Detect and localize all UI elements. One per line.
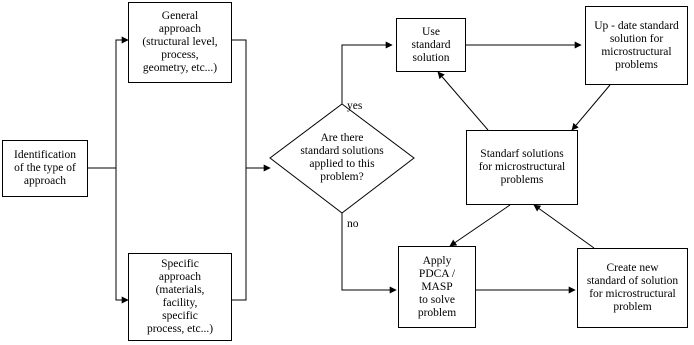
apply-pdca-text: Apply PDCA / MASP to solve problem	[417, 254, 457, 319]
edge-to-specific	[116, 168, 128, 300]
edge-standard-to-apply	[450, 205, 510, 246]
update-standard-box	[585, 6, 688, 85]
edge-to-general	[116, 40, 128, 168]
edge-yes	[342, 45, 392, 104]
general-approach-box	[128, 2, 232, 83]
decision-text: Are there standard solutions applied to this problem?	[300, 132, 384, 183]
standard-solutions-text: Standarf solutions for microstructural problems	[478, 148, 566, 186]
edge-create-to-standard	[534, 205, 594, 248]
identification-text: Identification of the type of approach	[14, 149, 76, 187]
edge-general-merge	[232, 40, 246, 300]
update-standard-text: Up - date standard solution for microstructural problems	[594, 19, 679, 71]
specific-approach-box	[128, 253, 232, 341]
general-approach-text: General approach (structural level, process, geometry, etc...)	[142, 10, 218, 74]
edge-standard-to-use	[438, 72, 488, 130]
edge-update-to-standard	[572, 85, 610, 130]
specific-approach-text: Specific approach (materials, facility, specific process, etc...)	[146, 258, 214, 335]
create-new-standard-text: Create new standard of solution for microstructural problem	[586, 262, 679, 313]
identification-box	[2, 140, 88, 197]
standard-solutions-box	[466, 130, 578, 205]
create-new-standard-box	[577, 248, 688, 328]
no-label: no	[347, 218, 359, 230]
apply-pdca-box	[398, 246, 476, 328]
use-standard-box	[396, 18, 466, 72]
yes-label: yes	[347, 100, 363, 112]
use-standard-text: Use standard solution	[411, 25, 451, 64]
